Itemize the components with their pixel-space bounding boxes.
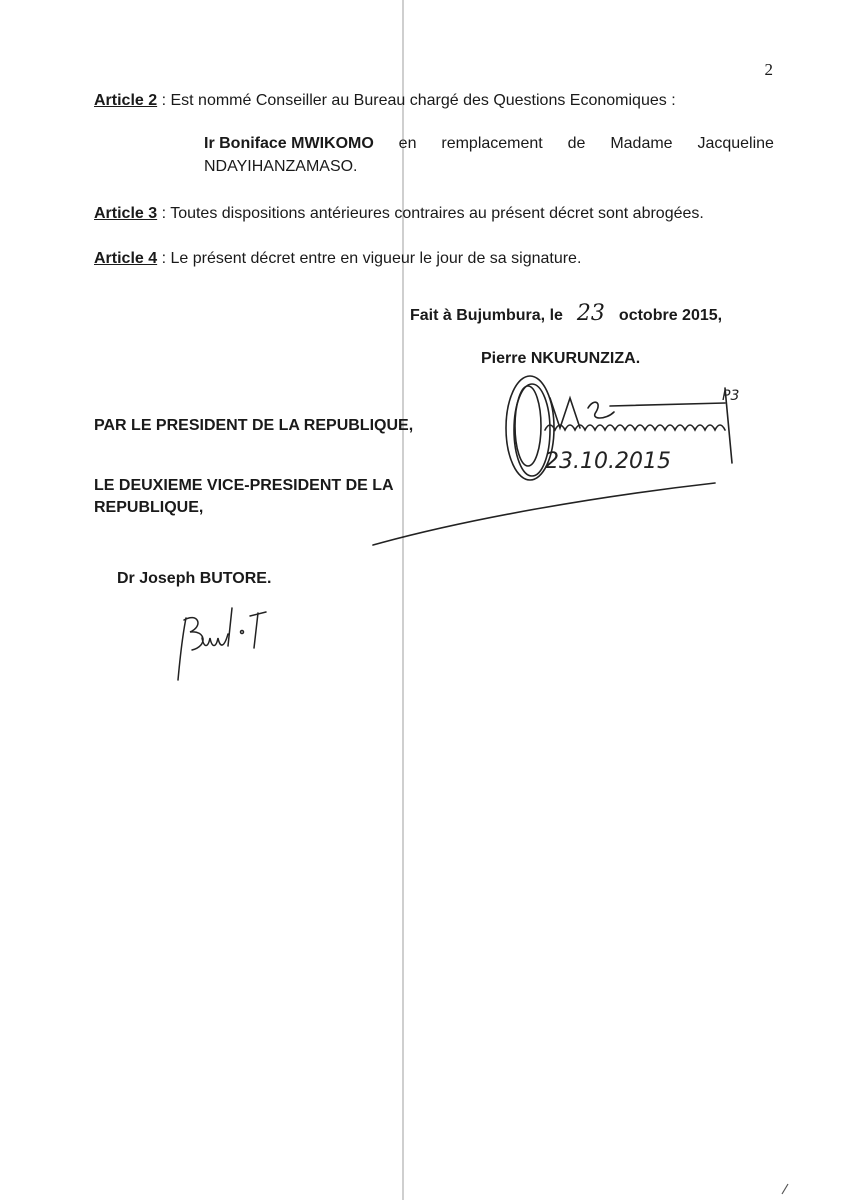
signature-dot (241, 631, 244, 634)
page-number: 2 (764, 60, 773, 79)
nominee-word: en (398, 135, 417, 152)
signature-stroke (588, 402, 614, 418)
article-2-nominee-line-2: NDAYIHANZAMASO. (204, 158, 358, 175)
article-2-text: : Est nommé Conseiller au Bureau chargé des Questions Economiques : (157, 92, 676, 109)
signature-stroke (202, 634, 228, 646)
article-2-label: Article 2 (94, 92, 158, 109)
president-signature (370, 368, 760, 553)
signature-date: 23.10.2015 (545, 449, 671, 474)
nominee-word: Madame (610, 135, 673, 152)
handwritten-day: 23 (576, 301, 605, 326)
article-3-label: Article 3 (94, 205, 158, 222)
article-4 (94, 249, 581, 269)
article-4-label: Article 4 (94, 250, 158, 267)
president-name: Pierre NKURUNZIZA. (481, 350, 641, 367)
article-2 (94, 91, 676, 111)
nominee-word: Jacqueline (697, 135, 774, 152)
signature-stroke (250, 612, 266, 648)
vice-president-title-line-2: REPUBLIQUE, (94, 499, 204, 516)
signature-tail (373, 483, 715, 545)
nominee-word: de (567, 135, 586, 152)
signature-stroke (184, 618, 203, 650)
article-3-text: : Toutes dispositions antérieures contraires au présent décret sont abrogées. (157, 205, 704, 222)
signature-scribble (545, 425, 725, 430)
nominee-name: Ir Boniface MWIKOMO (204, 135, 374, 152)
vice-president-name: Dr Joseph BUTORE. (117, 570, 272, 587)
vice-president-title-line-1: LE DEUXIEME VICE-PRESIDENT DE LA (94, 477, 394, 494)
place-date-suffix: octobre 2015, (618, 307, 723, 324)
signature-stroke (228, 608, 232, 646)
place-date-prefix: Fait à Bujumbura, le (410, 307, 563, 324)
article-3 (94, 204, 704, 224)
place-and-date (410, 301, 723, 326)
par-le-president: PAR LE PRESIDENT DE LA REPUBLIQUE, (94, 417, 414, 434)
signature-loop (515, 386, 541, 466)
fold-line (402, 0, 404, 1200)
signature-stroke (178, 618, 186, 680)
nominee-word: remplacement (441, 135, 543, 152)
signature-stroke (610, 403, 725, 406)
article-2-nominee-line (204, 134, 774, 154)
corner-mark (776, 1178, 796, 1198)
signature-initials: P3 (722, 388, 740, 404)
article-4-text: : Le présent décret entre en vigueur le jour de sa signature. (157, 250, 582, 267)
vice-president-signature (170, 598, 290, 683)
